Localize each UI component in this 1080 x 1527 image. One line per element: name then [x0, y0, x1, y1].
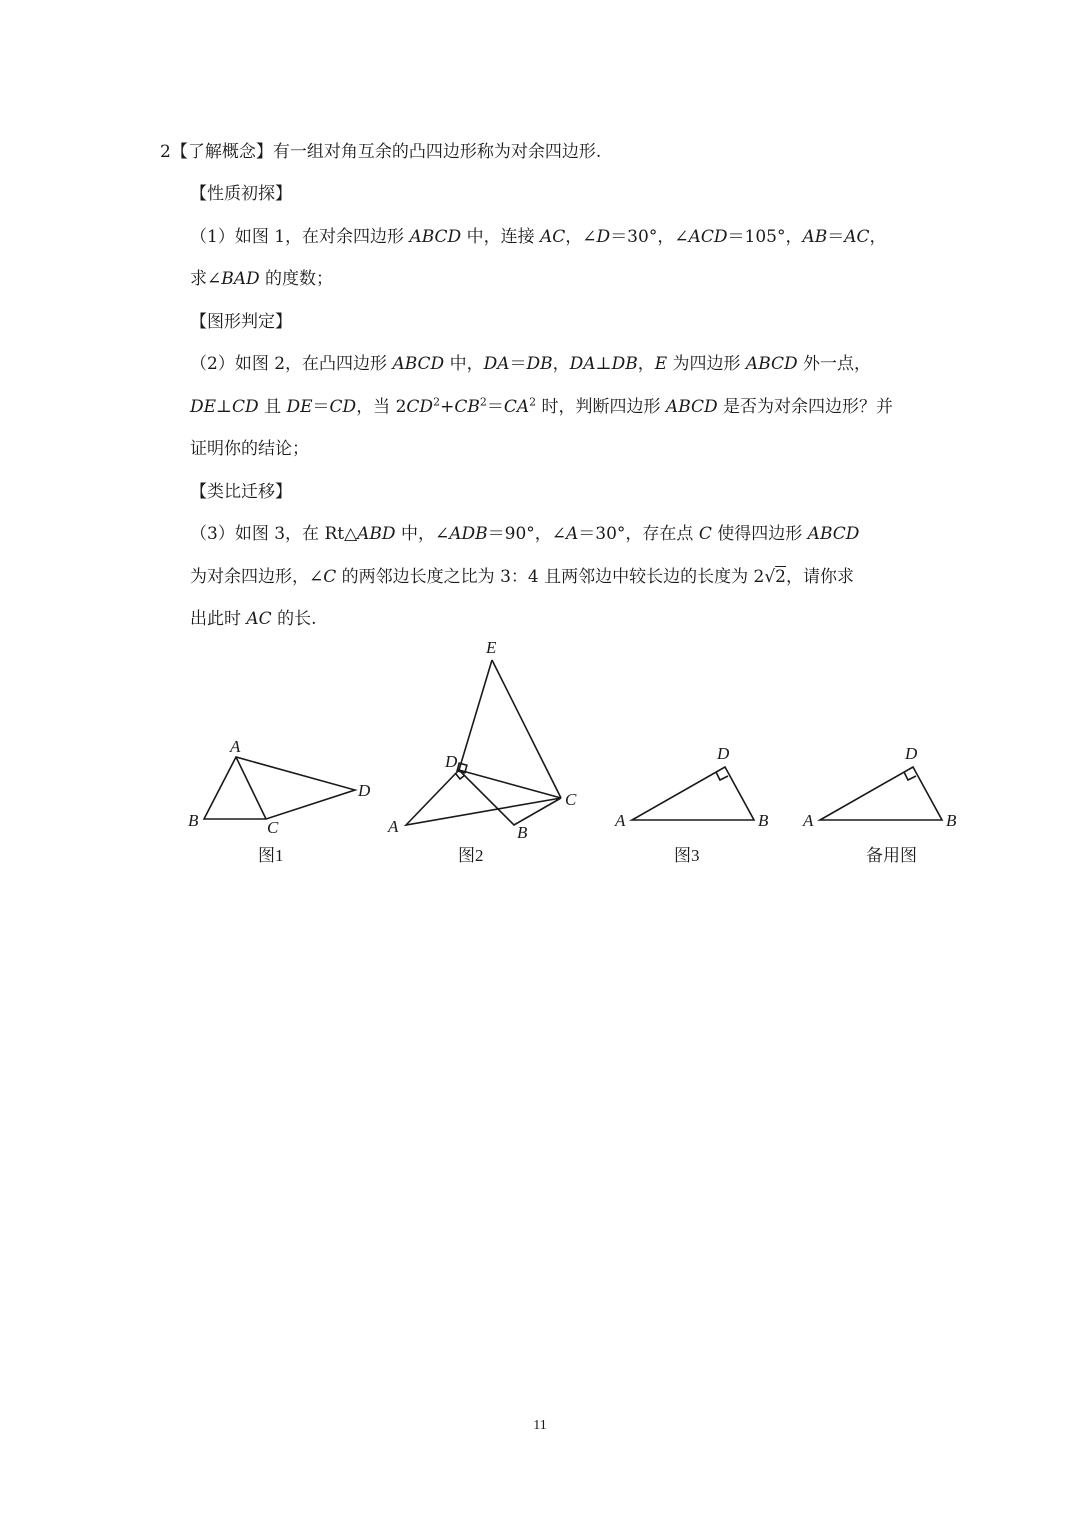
- backup-figure-caption: 备用图: [866, 846, 917, 865]
- point-label-d: D: [445, 752, 458, 771]
- text: （2）如图 2，在凸四边形: [190, 354, 393, 374]
- question-2-line-1: [190, 352, 871, 376]
- sqrt-sign: √: [764, 567, 776, 587]
- math: CD: [329, 397, 357, 417]
- text: ，: [552, 354, 570, 374]
- triangle-abd: [820, 767, 942, 820]
- text: 中，: [444, 354, 484, 374]
- text: 且: [258, 397, 287, 417]
- question-3-line-1: [190, 522, 859, 546]
- segment-de: [459, 660, 492, 770]
- figure-2-diagram: [406, 660, 561, 825]
- point-label-b: B: [517, 823, 528, 842]
- intro-text: 【了解概念】有一组对角互余的凸四边形称为对余四边形.: [170, 142, 602, 162]
- right-angle-mark: [904, 772, 916, 780]
- point-label-a: A: [803, 811, 814, 830]
- figure-2-caption: 图2: [458, 846, 484, 865]
- section-title-2: 【图形判定】: [190, 312, 292, 332]
- section-title-1: 【性质初探】: [190, 184, 292, 204]
- quadrilateral-abcd: [204, 757, 355, 819]
- question-2-line-2: [190, 395, 893, 419]
- text: ＝30°，存在点: [578, 524, 699, 544]
- text: ⊥: [595, 354, 612, 374]
- math: ABCD: [392, 354, 445, 374]
- right-angle-mark: [457, 763, 467, 773]
- point-label-d: D: [717, 744, 730, 763]
- point-label-a: A: [388, 817, 399, 836]
- text: ＝: [312, 397, 330, 417]
- text: ＝: [509, 354, 527, 374]
- question-3-line-2: [190, 565, 854, 589]
- math: DB: [526, 354, 553, 374]
- math: CD: [406, 397, 434, 417]
- math: AC: [246, 609, 272, 629]
- text: ＝30°，∠: [610, 227, 689, 247]
- text: +: [440, 397, 455, 417]
- segment-dc: [459, 770, 561, 798]
- math: D: [596, 227, 611, 247]
- triangle-abd: [632, 767, 754, 820]
- text: 为对余四边形，∠: [190, 567, 324, 587]
- text: （1）如图 1，在对余四边形: [190, 227, 410, 247]
- math: ABCD: [745, 354, 798, 374]
- section-title-3: 【类比迁移】: [190, 482, 292, 502]
- question-2-line-3: 证明你的结论；: [190, 439, 309, 459]
- text: ，∠: [565, 227, 597, 247]
- figure-3-diagram: [632, 767, 754, 820]
- math: E: [654, 354, 668, 374]
- math: ACD: [688, 227, 728, 247]
- exponent: 2: [433, 395, 441, 409]
- quadrilateral-abcd: [406, 770, 561, 825]
- text: 的长.: [271, 609, 317, 629]
- math: CD: [232, 397, 259, 417]
- backup-figure-diagram: [820, 767, 942, 820]
- text: 求∠: [190, 269, 222, 289]
- point-label-c: C: [267, 818, 279, 837]
- point-label-c: C: [565, 790, 577, 809]
- point-label-e: E: [486, 638, 497, 657]
- text: 为四边形: [667, 354, 746, 374]
- sqrt-radicand: 2: [775, 567, 786, 587]
- math: CB: [454, 397, 480, 417]
- point-label-b: B: [946, 811, 957, 830]
- math: ABCD: [807, 524, 860, 544]
- math: AC: [540, 227, 566, 247]
- math: ADB: [449, 524, 488, 544]
- text: ＝: [486, 397, 504, 417]
- text: （3）如图 3，在 Rt△: [190, 524, 358, 544]
- segment-ec: [492, 660, 561, 798]
- math: ABCD: [409, 227, 462, 247]
- text: 是否为对余四边形？并: [717, 397, 894, 417]
- text: 外一点，: [797, 354, 872, 374]
- math: C: [698, 524, 712, 544]
- question-1-line-2: [190, 267, 333, 291]
- problem-intro-line: [160, 140, 601, 164]
- figures-area: [0, 630, 1080, 880]
- figure-1-diagram: [204, 757, 355, 819]
- math: C: [323, 567, 337, 587]
- text: 时，判断四边形: [536, 397, 666, 417]
- math: AC: [844, 227, 870, 247]
- question-1-line-1: [190, 225, 887, 249]
- math: ABCD: [665, 397, 718, 417]
- math: DA: [569, 354, 596, 374]
- text: ，: [869, 227, 887, 247]
- math: DE: [286, 397, 313, 417]
- text: 出此时: [190, 609, 247, 629]
- text: ＝: [827, 227, 845, 247]
- math: DA: [483, 354, 510, 374]
- segment-ac: [236, 757, 266, 819]
- figure-1-caption: 图1: [258, 846, 284, 865]
- point-label-a: A: [230, 737, 241, 756]
- point-label-d: D: [358, 781, 371, 800]
- text: ，: [637, 354, 655, 374]
- problem-number: 2: [160, 142, 171, 162]
- text: ，请你求: [786, 567, 854, 587]
- figure-3-caption: 图3: [674, 846, 700, 865]
- math: DE: [190, 397, 217, 417]
- math: A: [566, 524, 579, 544]
- math: DB: [611, 354, 638, 374]
- text: ，当 2: [356, 397, 407, 417]
- text: ＝90°，∠: [487, 524, 567, 544]
- text: ＝105°，: [727, 227, 803, 247]
- text: 的两邻边长度之比为 3：4 且两邻边中较长边的长度为 2: [336, 567, 765, 587]
- math: AB: [802, 227, 828, 247]
- exponent: 2: [479, 395, 487, 409]
- text: 中，连接: [461, 227, 540, 247]
- text: ⊥: [216, 397, 233, 417]
- math: BAD: [221, 269, 260, 289]
- question-3-line-3: [190, 607, 317, 631]
- math: CA: [503, 397, 530, 417]
- page-number: 11: [533, 1418, 547, 1433]
- text: 使得四边形: [711, 524, 808, 544]
- exponent: 2: [529, 395, 537, 409]
- text: 的度数；: [259, 269, 334, 289]
- text: 中，∠: [395, 524, 450, 544]
- point-label-d: D: [905, 744, 918, 763]
- point-label-b: B: [188, 811, 199, 830]
- right-angle-mark: [716, 772, 728, 780]
- math: ABD: [357, 524, 396, 544]
- point-label-b: B: [758, 811, 769, 830]
- point-label-a: A: [615, 811, 626, 830]
